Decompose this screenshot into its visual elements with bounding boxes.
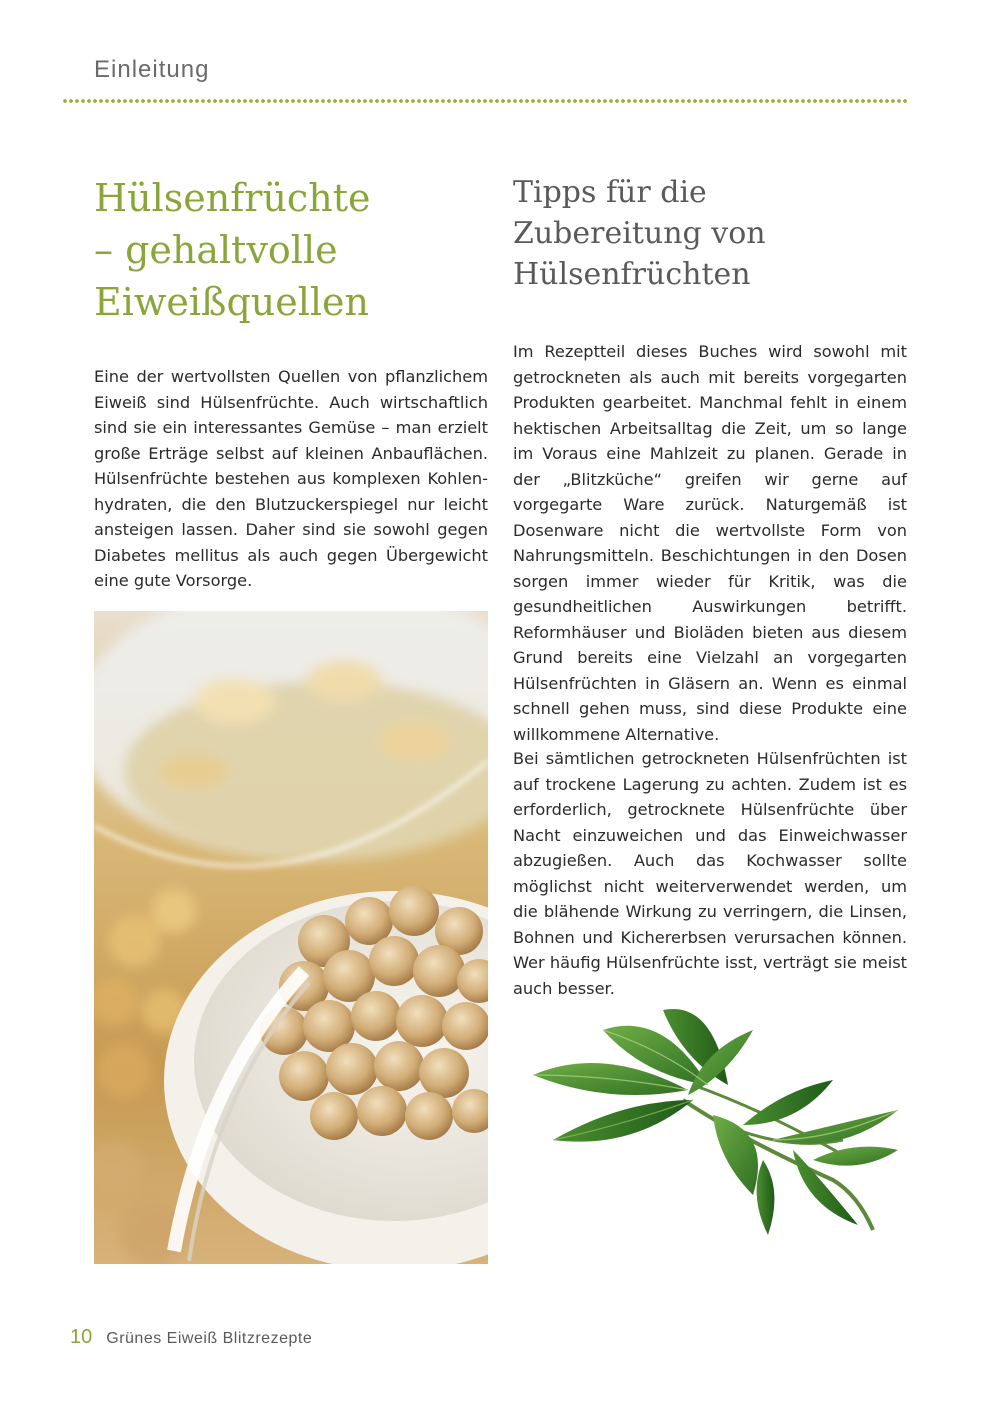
left-column-heading [94,172,488,328]
section-header: Einleitung [94,56,210,83]
tips-paragraph-1: Im Rezeptteil dieses Buches wird sowohl mit getrockneten als auch mit bereits vorgegarten Produkten gearbeitet. Manchmal fehlt in einem hektischen Arbeitsalltag die Zeit, um so lange im Voraus eine Mahlzeit zu planen. Gerade in der „Blitzküche“ greifen wir gerne auf vorgegarte Ware zurück. Naturgemäß ist Dosenware nicht die wertvollste Form von Nahrungsmitteln. Beschichtungen in den Dosen sorgen immer wieder für Kritik, was die gesundheitlichen Auswirkungen betrifft. Reformhäuser und Bioläden bieten aus diesem Grund bereits eine Vielzahl an vorgegarten Hülsenfrüchten in Gläsern an. Wenn es einmal schnell gehen muss, sind diese Produkte eine willkommene Alternative. [513,342,907,744]
chickpeas-photo [94,611,488,1264]
dotted-divider [62,98,907,104]
book-title: Grünes Eiweiß Blitzrezepte [106,1330,313,1347]
page-number: 10 [70,1326,93,1348]
tips-title-line: Zubereitung von [513,216,766,251]
main-title-line: – gehaltvolle [94,228,338,272]
tips-paragraph-2: Bei sämtlichen getrockneten Hülsenfrüchten ist auf trockene Lagerung zu achten. Zudem ist es erforderlich, getrocknete Hülsenfrüchte über Nacht einzuweichen und das Einweichwasser abzugießen. Auch das Kochwasser sollte möglichst nicht weiterverwendet werden, um die blähende Wirkung zu verringern, die Linsen, Bohnen und Kichererbsen verursachen können. Wer häufig Hülsenfrüchte isst, verträgt sie meist auch besser. [513,749,907,998]
tips-title [513,172,907,295]
intro-paragraph: Eine der wertvollsten Quellen von pflanzlichem Eiweiß sind Hülsenfrüchte. Auch wirtschaftlich sind sie ein interessantes Gemüse – man erzielt große Erträge selbst auf kleinen Anbauflächen. Hülsenfrüchte bestehen aus komplexen Kohlenhydraten, die den Blutzuckerspiegel nur leicht ansteigen lassen. Daher sind sie sowohl gegen Diabetes mellitus als auch gegen Übergewicht eine gute Vorsorge. [94,367,488,590]
main-title [94,172,488,328]
main-title-line: Eiweißquellen [94,280,369,324]
page-footer [70,1326,312,1356]
tips-title-line: Hülsenfrüchten [513,257,751,292]
tips-title-line: Tipps für die [513,175,707,210]
right-column-heading [513,172,907,295]
main-title-line: Hülsenfrüchte [94,176,371,220]
herb-sprig-photo [513,990,907,1240]
